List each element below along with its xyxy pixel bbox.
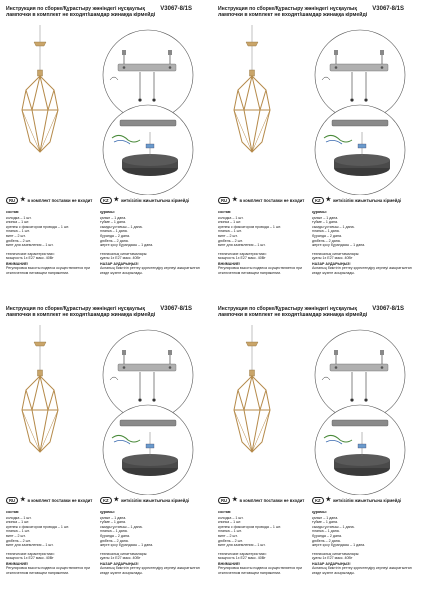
list-item: планка – 1 дана. bbox=[100, 529, 128, 534]
ru-badge: RU bbox=[6, 497, 18, 504]
star-icon: ★ bbox=[232, 197, 238, 203]
list-item: винт – 2 шт. bbox=[218, 233, 238, 238]
kz-warning bbox=[100, 562, 208, 575]
star-icon: ★ bbox=[325, 497, 331, 503]
list-item: планка – 1 дана. bbox=[100, 229, 128, 234]
star-icon: ★ bbox=[20, 497, 26, 503]
list-item: дюбель – 2 шт. bbox=[218, 538, 243, 543]
kz-composition bbox=[312, 510, 404, 561]
sheet-header bbox=[218, 6, 418, 18]
list-item: бұранда – 2 дана. bbox=[100, 533, 131, 538]
kz-tech-title: техникалық сипаттамалары: bbox=[100, 551, 148, 556]
list-item: түйме – 1 дана. bbox=[312, 220, 338, 225]
kz-warning-text: Аспаның биіктігін реттеу қоректендіру кернеуі ажыратылған кезде жүзеге асырылады. bbox=[100, 566, 200, 575]
kz-warning-title: НАЗАР АУДАРЫҢЫЗ! bbox=[100, 562, 139, 566]
list-item: планка – 1 дана. bbox=[312, 229, 340, 234]
list-item: винт – 2 шт. bbox=[218, 533, 238, 538]
ru-tech-value: мощность 1x E27 макс. 40Вт bbox=[218, 556, 266, 561]
list-item: дюбель – 2 дана. bbox=[100, 238, 129, 243]
star-icon: ★ bbox=[325, 197, 331, 203]
ru-warning-text: Регулировка высоты подвеса осуществляется при отключенном питающем напряжении. bbox=[6, 266, 91, 275]
list-item: сымды ұстағыш – 1 дана. bbox=[312, 524, 355, 529]
list-item: қалып – 1 дана. bbox=[100, 515, 127, 520]
list-item: кнопка – 1 шт. bbox=[6, 220, 30, 225]
kz-tech-value: қуаты 1x E27 макс. 40Вт bbox=[312, 556, 353, 561]
ru-composition-title: состав: bbox=[218, 510, 232, 514]
ru-not-included-mark bbox=[6, 496, 92, 504]
kz-warning bbox=[100, 262, 208, 275]
ru-warning-title: ВНИМАНИЕ! bbox=[218, 562, 241, 566]
star-icon: ★ bbox=[20, 197, 26, 203]
list-item: крепеж с фиксатором провода – 1 шт. bbox=[218, 224, 281, 229]
instruction-sheet bbox=[212, 0, 424, 300]
ru-composition-list bbox=[6, 216, 98, 248]
kz-composition-title: құрамы: bbox=[100, 210, 115, 214]
kz-tech-title: техникалық сипаттамалары: bbox=[100, 251, 148, 256]
list-item: крепеж с фиксатором провода – 1 шт. bbox=[6, 524, 69, 529]
list-item: крепеж с фиксатором провода – 1 шт. bbox=[218, 524, 281, 529]
ru-tech-title: технические характеристики: bbox=[6, 551, 55, 556]
list-item: винт для заземления – 1 шт. bbox=[218, 543, 266, 548]
list-item: колодка – 1 шт. bbox=[218, 515, 244, 520]
kz-not-included-mark bbox=[312, 496, 401, 504]
ru-not-included-mark bbox=[218, 196, 304, 204]
list-item: колодка – 1 шт. bbox=[6, 215, 32, 220]
model-code: V3067-8/1S bbox=[372, 306, 404, 312]
assembly-drawings bbox=[212, 20, 424, 195]
ru-warning-text: Регулировка высоты подвеса осуществляется при отключенном питающем напряжении. bbox=[6, 566, 91, 575]
kz-composition-list bbox=[312, 516, 404, 548]
list-item: бұранда – 2 дана. bbox=[100, 233, 131, 238]
pendant-lamp-drawing bbox=[22, 25, 58, 152]
canopy-wiring-detail bbox=[103, 405, 193, 495]
kz-not-included-text: жеткізілім жиынтығына кірмейді bbox=[332, 497, 402, 503]
ru-not-included-text: в комплект поставки не входит bbox=[27, 197, 93, 203]
list-item: жерге қосу бұрандасы – 1 дана. bbox=[100, 243, 154, 248]
kz-warning-title: НАЗАР АУДАРЫҢЫЗ! bbox=[312, 262, 351, 266]
list-item: дюбель – 2 дана. bbox=[312, 238, 341, 243]
kz-composition-list bbox=[100, 516, 192, 548]
list-item: дюбель – 2 шт. bbox=[6, 538, 31, 543]
assembly-drawings bbox=[0, 320, 212, 495]
list-item: винт – 2 шт. bbox=[6, 233, 26, 238]
list-item: жерге қосу бұрандасы – 1 дана. bbox=[312, 243, 366, 248]
list-item: планка – 1 шт. bbox=[6, 229, 30, 234]
ru-not-included-mark bbox=[6, 196, 92, 204]
list-item: дюбель – 2 дана. bbox=[312, 538, 341, 543]
ru-composition bbox=[6, 510, 98, 561]
list-item: сымды ұстағыш – 1 дана. bbox=[100, 524, 143, 529]
kz-not-included-text: жеткізілім жиынтығына кірмейді bbox=[120, 197, 190, 203]
ru-composition bbox=[218, 210, 310, 261]
list-item: крепеж с фиксатором провода – 1 шт. bbox=[6, 224, 69, 229]
kz-badge: KZ bbox=[312, 497, 324, 504]
list-item: дюбель – 2 шт. bbox=[6, 238, 31, 243]
title-line-2: лампочки в комплект не входят/шамдар жинаққа кірмейді bbox=[218, 12, 368, 18]
list-item: дюбель – 2 дана. bbox=[100, 538, 129, 543]
kz-tech-title: техникалық сипаттамалары: bbox=[312, 551, 360, 556]
list-item: кнопка – 1 шт. bbox=[218, 520, 242, 525]
model-code: V3067-8/1S bbox=[160, 306, 192, 312]
kz-not-included-text: жеткізілім жиынтығына кірмейді bbox=[120, 497, 190, 503]
ru-tech-value: мощность 1x E27 макс. 40Вт bbox=[6, 556, 54, 561]
title-line-2: лампочки в комплект не входят/шамдар жинаққа кірмейді bbox=[6, 312, 156, 318]
ru-composition-list bbox=[6, 516, 98, 548]
kz-not-included-text: жеткізілім жиынтығына кірмейді bbox=[332, 197, 402, 203]
assembly-drawings bbox=[0, 20, 212, 195]
kz-composition-list bbox=[100, 216, 192, 248]
list-item: сымды ұстағыш – 1 дана. bbox=[312, 224, 355, 229]
canopy-wiring-detail bbox=[103, 105, 193, 195]
kz-warning bbox=[312, 262, 420, 275]
pendant-lamp-drawing bbox=[234, 25, 270, 152]
ru-warning bbox=[6, 562, 106, 575]
kz-composition bbox=[100, 510, 192, 561]
list-item: түйме – 1 дана. bbox=[100, 520, 126, 525]
kz-not-included-mark bbox=[100, 196, 189, 204]
ru-warning-text: Регулировка высоты подвеса осуществляется при отключенном питающем напряжении. bbox=[218, 266, 303, 275]
ru-warning-title: ВНИМАНИЕ! bbox=[218, 262, 241, 266]
ru-not-included-text: в комплект поставки не входит bbox=[27, 497, 93, 503]
ru-badge: RU bbox=[218, 197, 230, 204]
kz-composition-title: құрамы: bbox=[312, 210, 327, 214]
list-item: колодка – 1 шт. bbox=[218, 215, 244, 220]
star-icon: ★ bbox=[232, 497, 238, 503]
model-code: V3067-8/1S bbox=[372, 6, 404, 12]
list-item: планка – 1 шт. bbox=[218, 229, 242, 234]
list-item: қалып – 1 дана. bbox=[312, 515, 339, 520]
ru-composition-title: состав: bbox=[218, 210, 232, 214]
instruction-sheet bbox=[0, 0, 212, 300]
pendant-lamp-drawing bbox=[22, 325, 58, 452]
instruction-sheet bbox=[0, 300, 212, 600]
title-line-1: Инструкция по сборке/Құрастыру жөніндегі нұсқаулық bbox=[6, 6, 145, 12]
model-code: V3067-8/1S bbox=[160, 6, 192, 12]
ru-composition bbox=[218, 510, 310, 561]
kz-composition bbox=[100, 210, 192, 261]
ru-not-included-text: в комплект поставки не входит bbox=[239, 197, 305, 203]
ru-tech-title: технические характеристики: bbox=[218, 251, 267, 256]
list-item: түйме – 1 дана. bbox=[100, 220, 126, 225]
ru-badge: RU bbox=[218, 497, 230, 504]
list-item: кнопка – 1 шт. bbox=[218, 220, 242, 225]
kz-warning-text: Аспаның биіктігін реттеу қоректендіру кернеуі ажыратылған кезде жүзеге асырылады. bbox=[312, 266, 412, 275]
title-line-2: лампочки в комплект не входят/шамдар жинаққа кірмейді bbox=[6, 12, 156, 18]
canopy-wiring-detail bbox=[315, 405, 405, 495]
assembly-drawings bbox=[212, 320, 424, 495]
ru-composition-title: состав: bbox=[6, 210, 20, 214]
list-item: планка – 1 шт. bbox=[218, 529, 242, 534]
kz-tech-value: қуаты 1x E27 макс. 40Вт bbox=[312, 256, 353, 261]
ru-composition bbox=[6, 210, 98, 261]
list-item: дюбель – 2 шт. bbox=[218, 238, 243, 243]
pendant-lamp-drawing bbox=[234, 325, 270, 452]
list-item: винт для заземления – 1 шт. bbox=[6, 543, 54, 548]
kz-tech-title: техникалық сипаттамалары: bbox=[312, 251, 360, 256]
ru-badge: RU bbox=[6, 197, 18, 204]
ru-composition-list bbox=[218, 216, 310, 248]
list-item: бұранда – 2 дана. bbox=[312, 533, 343, 538]
kz-warning-text: Аспаның биіктігін реттеу қоректендіру кернеуі ажыратылған кезде жүзеге асырылады. bbox=[312, 566, 412, 575]
title-line-1: Инструкция по сборке/Құрастыру жөніндегі нұсқаулық bbox=[6, 306, 145, 312]
kz-badge: KZ bbox=[100, 197, 112, 204]
ru-warning-text: Регулировка высоты подвеса осуществляется при отключенном питающем напряжении. bbox=[218, 566, 303, 575]
ru-not-included-mark bbox=[218, 496, 304, 504]
kz-composition-title: құрамы: bbox=[312, 510, 327, 514]
ru-composition-list bbox=[218, 516, 310, 548]
kz-composition bbox=[312, 210, 404, 261]
title-line-1: Инструкция по сборке/Құрастыру жөніндегі нұсқаулық bbox=[218, 306, 357, 312]
list-item: колодка – 1 шт. bbox=[6, 515, 32, 520]
kz-warning-title: НАЗАР АУДАРЫҢЫЗ! bbox=[312, 562, 351, 566]
kz-composition-list bbox=[312, 216, 404, 248]
title-line-2: лампочки в комплект не входят/шамдар жинаққа кірмейді bbox=[218, 312, 368, 318]
list-item: бұранда – 2 дана. bbox=[312, 233, 343, 238]
kz-not-included-mark bbox=[312, 196, 401, 204]
sheet-header bbox=[6, 6, 206, 18]
ru-tech-value: мощность 1x E27 макс. 40Вт bbox=[6, 256, 54, 261]
list-item: винт для заземления – 1 шт. bbox=[6, 243, 54, 248]
list-item: қалып – 1 дана. bbox=[100, 215, 127, 220]
ru-tech-title: технические характеристики: bbox=[6, 251, 55, 256]
ru-warning-title: ВНИМАНИЕ! bbox=[6, 262, 29, 266]
sheet-header bbox=[218, 306, 418, 318]
kz-composition-title: құрамы: bbox=[100, 510, 115, 514]
kz-badge: KZ bbox=[312, 197, 324, 204]
instruction-sheet bbox=[212, 300, 424, 600]
list-item: кнопка – 1 шт. bbox=[6, 520, 30, 525]
kz-warning-title: НАЗАР АУДАРЫҢЫЗ! bbox=[100, 262, 139, 266]
ru-warning-title: ВНИМАНИЕ! bbox=[6, 562, 29, 566]
ru-tech-title: технические характеристики: bbox=[218, 551, 267, 556]
canopy-wiring-detail bbox=[315, 105, 405, 195]
ru-not-included-text: в комплект поставки не входит bbox=[239, 497, 305, 503]
sheet-header bbox=[6, 306, 206, 318]
ru-composition-title: состав: bbox=[6, 510, 20, 514]
list-item: жерге қосу бұрандасы – 1 дана. bbox=[100, 543, 154, 548]
kz-not-included-mark bbox=[100, 496, 189, 504]
kz-warning-text: Аспаның биіктігін реттеу қоректендіру кернеуі ажыратылған кезде жүзеге асырылады. bbox=[100, 266, 200, 275]
kz-tech-value: қуаты 1x E27 макс. 40Вт bbox=[100, 256, 141, 261]
title-line-1: Инструкция по сборке/Құрастыру жөніндегі нұсқаулық bbox=[218, 6, 357, 12]
ru-warning bbox=[218, 562, 318, 575]
ru-warning bbox=[218, 262, 318, 275]
star-icon: ★ bbox=[113, 497, 119, 503]
list-item: түйме – 1 дана. bbox=[312, 520, 338, 525]
list-item: жерге қосу бұрандасы – 1 дана. bbox=[312, 543, 366, 548]
kz-warning bbox=[312, 562, 420, 575]
list-item: планка – 1 шт. bbox=[6, 529, 30, 534]
star-icon: ★ bbox=[113, 197, 119, 203]
list-item: винт – 2 шт. bbox=[6, 533, 26, 538]
ru-warning bbox=[6, 262, 106, 275]
kz-tech-value: қуаты 1x E27 макс. 40Вт bbox=[100, 556, 141, 561]
list-item: қалып – 1 дана. bbox=[312, 215, 339, 220]
list-item: винт для заземления – 1 шт. bbox=[218, 243, 266, 248]
list-item: планка – 1 дана. bbox=[312, 529, 340, 534]
kz-badge: KZ bbox=[100, 497, 112, 504]
list-item: сымды ұстағыш – 1 дана. bbox=[100, 224, 143, 229]
ru-tech-value: мощность 1x E27 макс. 40Вт bbox=[218, 256, 266, 261]
